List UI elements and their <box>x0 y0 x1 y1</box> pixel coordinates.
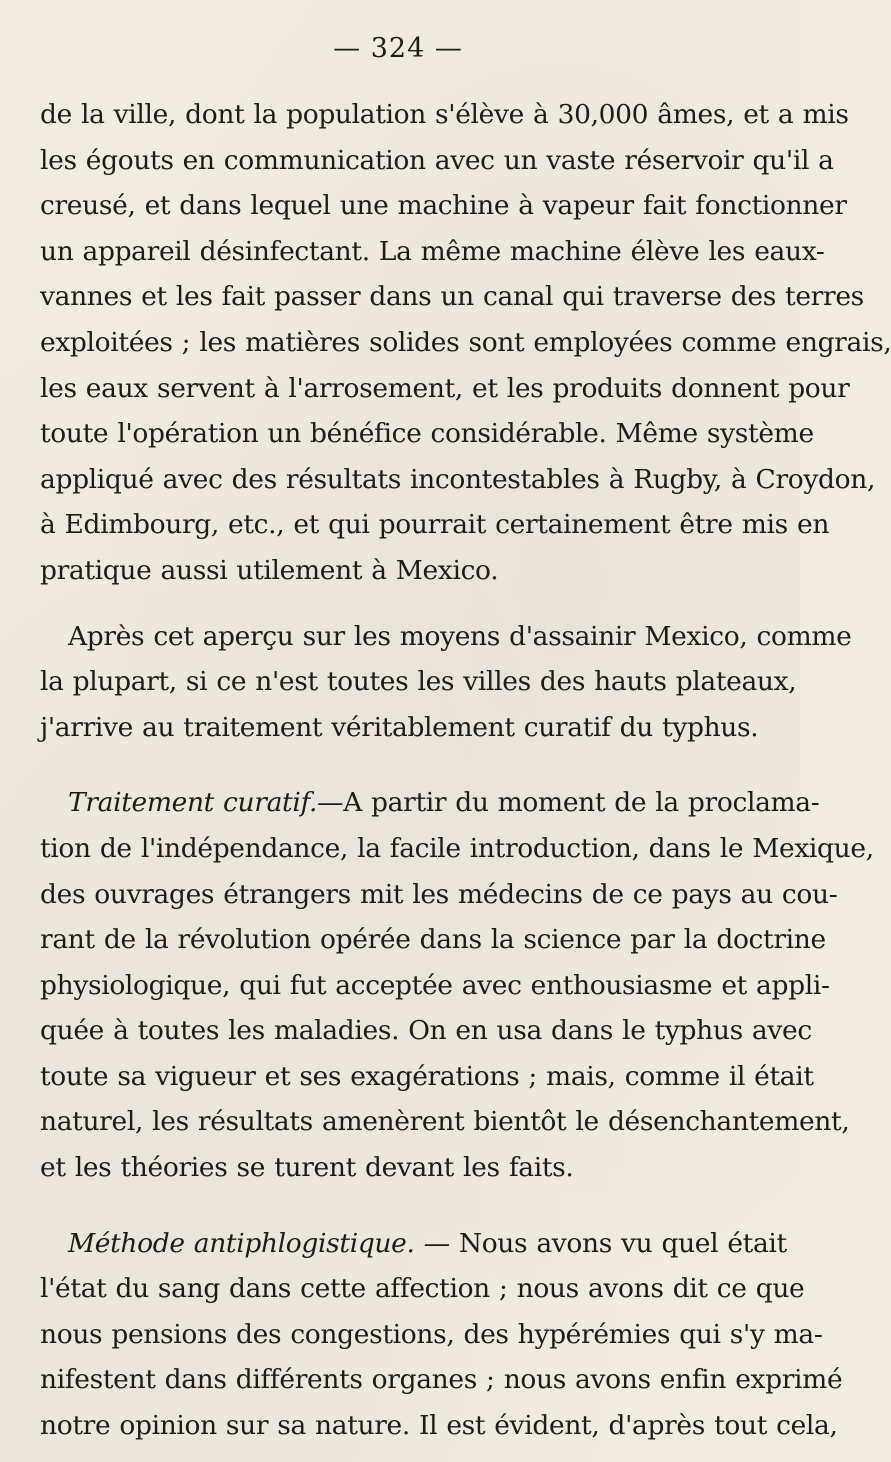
text-line: —A partir du moment de la proclama- <box>317 787 820 819</box>
text-line: j'arrive au traitement véritablement curatif du typhus. <box>40 711 759 743</box>
text-line: et les théories se turent devant les faits. <box>40 1152 574 1184</box>
text-line: — Nous avons vu quel était <box>414 1227 787 1259</box>
text-line: les eaux servent à l'arrosement, et les produits donnent pour <box>40 372 850 404</box>
text-line: notre opinion sur sa nature. Il est évident, d'après tout cela, <box>40 1410 838 1442</box>
text-line: toute sa vigueur et ses exagérations ; mais, comme il était <box>40 1060 814 1092</box>
text-line: les égouts en communication avec un vaste réservoir qu'il a <box>40 144 834 176</box>
text-line: de la ville, dont la population s'élève à 30,000 âmes, et a mis <box>40 99 849 130</box>
paragraph-curative-treatment <box>40 780 874 1190</box>
text-line: tion de l'indépendance, la facile introduction, dans le Mexique, <box>40 832 874 864</box>
text-line: creusé, et dans lequel une machine à vapeur fait fonctionner <box>40 190 847 222</box>
text-line: vannes et les fait passer dans un canal qui traverse des terres <box>40 281 864 313</box>
text-line: nous pensions des congestions, des hypérémies qui s'y ma- <box>40 1318 823 1350</box>
text-line: toute l'opération un bénéfice considérable. Même système <box>40 418 814 450</box>
page-number: — 324 — <box>333 33 463 64</box>
text-line: Après cet aperçu sur les moyens d'assainir Mexico, comme <box>68 620 852 652</box>
text-line: la plupart, si ce n'est toutes les villes des hauts plateaux, <box>40 666 797 698</box>
paragraph-antiphlogistic-method <box>40 1221 843 1449</box>
paragraph-transition <box>40 614 852 751</box>
paragraph-sanitation-system <box>40 92 891 594</box>
text-line: rant de la révolution opérée dans la science par la doctrine <box>40 924 826 956</box>
text-line: pratique aussi utilement à Mexico. <box>40 554 499 586</box>
text-line: des ouvrages étrangers mit les médecins de ce pays au cou- <box>40 878 838 910</box>
text-line: quée à toutes les maladies. On en usa dans le typhus avec <box>40 1015 812 1047</box>
text-line: physiologique, qui fut acceptée avec enthousiasme et appli- <box>40 969 830 1001</box>
text-line: l'état du sang dans cette affection ; nous avons dit ce que <box>40 1273 805 1305</box>
section-heading-antiphlogistic-method: Méthode antiphlogistique. <box>68 1227 415 1259</box>
text-line: naturel, les résultats amenèrent bientôt le désenchantement, <box>40 1106 850 1138</box>
text-line: exploitées ; les matières solides sont employées comme engrais, <box>40 326 891 358</box>
text-line-with-heading <box>40 1221 787 1267</box>
text-line: nifestent dans différents organes ; nous avons enfin exprimé <box>40 1364 843 1396</box>
text-line-with-heading <box>40 780 820 826</box>
section-heading-curative-treatment: Traitement curatif. <box>68 787 318 819</box>
text-line: un appareil désinfectant. La même machine élève les eaux- <box>40 235 825 267</box>
text-line: appliqué avec des résultats incontestables à Rugby, à Croydon, <box>40 463 876 495</box>
text-line: à Edimbourg, etc., et qui pourrait certainement être mis en <box>40 509 830 541</box>
